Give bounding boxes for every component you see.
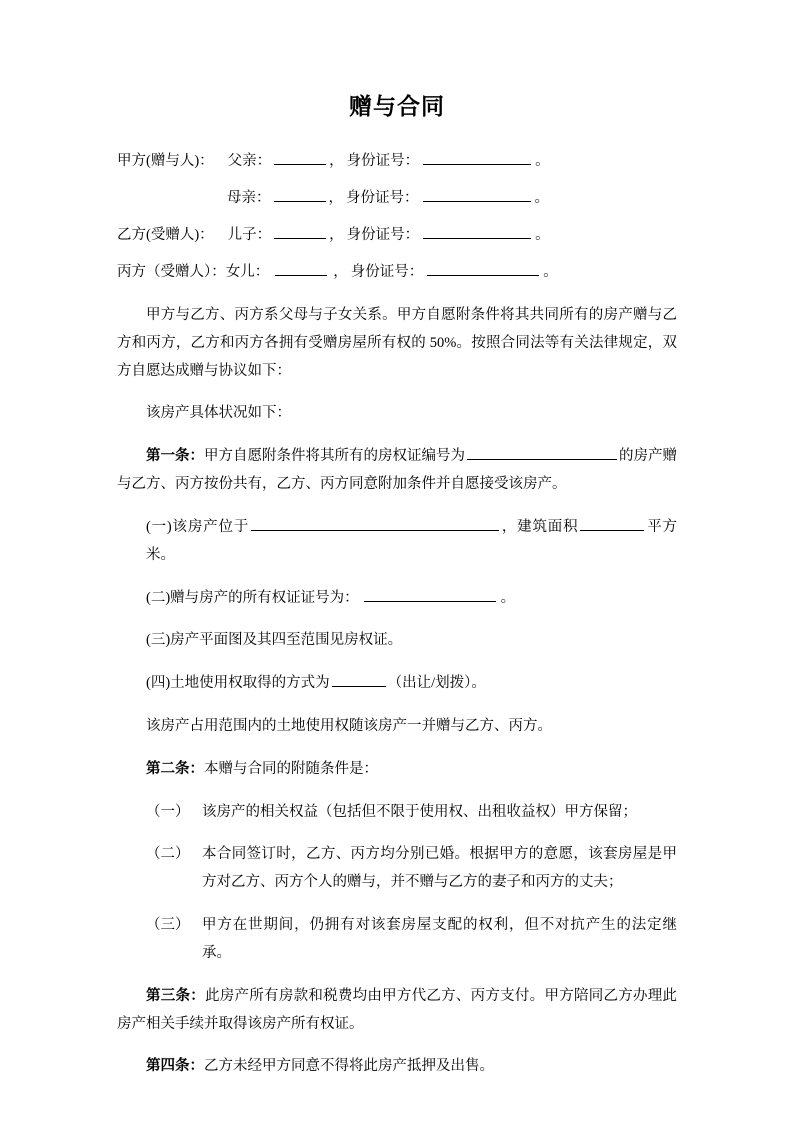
daughter-id-label: 身份证号： <box>350 264 424 281</box>
article-2-paragraph <box>117 756 677 784</box>
party-row <box>117 261 677 280</box>
article-1-item-3: (三)房产平面图及其四至范围见房权证。 <box>146 632 403 649</box>
item-2-text-after: 。 <box>500 589 516 606</box>
son-id-label: 身份证号： <box>346 227 420 244</box>
party-separator: ， <box>333 264 348 281</box>
document-body <box>117 302 677 1081</box>
father-name-blank[interactable] <box>274 150 326 166</box>
property-certificate-number-blank[interactable] <box>467 445 617 461</box>
article-1-closing: 该房产占用范围内的土地使用权随该房产一并赠与乙方、丙方。 <box>146 718 552 734</box>
article-3-text: 此房产所有房款和税费均由甲方代乙方、丙方支付。甲方陪同乙方办理此房产相关手续并取得该房产所有权证。 <box>117 987 677 1032</box>
article-2-item-text: 甲方在世期间，仍拥有对该套房屋支配的权利，但不对抗产生的法定继承。 <box>202 917 677 961</box>
item-1-text-after: 平方米。 <box>146 518 677 563</box>
party-role-father: 父亲： <box>227 153 272 170</box>
property-intro-paragraph: 该房产具体状况如下： <box>146 405 291 422</box>
article-3-heading: 第三条： <box>146 987 206 1004</box>
party-label-bingfang: 丙方（受赠人）： <box>117 264 226 281</box>
party-role-son: 儿子： <box>227 227 272 244</box>
article-2-item-marker: （二） <box>146 846 190 863</box>
party-terminator: 。 <box>535 227 550 244</box>
party-role-mother: 母亲： <box>227 190 271 207</box>
daughter-name-blank[interactable] <box>275 261 327 277</box>
father-id-blank[interactable] <box>423 150 531 166</box>
article-1-item-1 <box>117 514 677 570</box>
article-1-text-after: 的房产赠与乙方、丙方按份共有，乙方、丙方同意附加条件并自愿接受该房产。 <box>117 448 677 493</box>
item-1-text-middle: ，建筑面积 <box>501 518 579 535</box>
article-2-item <box>117 912 677 968</box>
article-4-paragraph <box>117 1053 677 1081</box>
article-1-paragraph <box>117 443 677 499</box>
land-use-right-method-blank[interactable] <box>332 672 386 688</box>
son-name-blank[interactable] <box>274 224 326 240</box>
party-separator: ， <box>328 190 343 207</box>
article-4-text: 乙方未经甲方同意不得将此房产抵押及出售。 <box>204 1058 494 1075</box>
article-2-item <box>117 841 677 897</box>
father-id-label: 身份证号： <box>346 153 420 170</box>
article-1-item-4 <box>117 670 677 698</box>
item-4-text-before: (四)土地使用权取得的方式为 <box>146 675 330 692</box>
party-row <box>117 150 677 169</box>
article-1-item-2 <box>117 585 677 613</box>
mother-id-label: 身份证号： <box>346 190 419 207</box>
party-separator: ， <box>329 227 344 244</box>
party-terminator: 。 <box>543 264 558 281</box>
article-2-item-text: 该房产的相关权益（包括但不限于使用权、出租收益权）甲方保留； <box>202 803 637 820</box>
mother-name-blank[interactable] <box>274 187 326 203</box>
item-1-text-before: (一)该房产位于 <box>146 518 250 535</box>
page-title: 赠与合同 <box>349 93 445 119</box>
preamble-paragraph: 甲方与乙方、丙方系父母与子女关系。甲方自愿附条件将其共同所有的房产赠与乙方和丙方，乙方和丙方各拥有受赠房屋所有权的 50%。按照合同法等有关法律规定，双方自愿达成赠与协议如下： <box>117 306 677 379</box>
party-row <box>117 187 677 206</box>
party-row <box>117 224 677 243</box>
article-2-item-text: 本合同签订时，乙方、丙方均分别已婚。根据甲方的意愿，该套房屋是甲方对乙方、丙方个人的赠与，并不赠与乙方的妻子和丙方的丈夫； <box>202 846 677 891</box>
son-id-blank[interactable] <box>423 224 531 240</box>
item-4-text-after: （出让/划拨）。 <box>387 675 486 692</box>
article-2-text: 本赠与合同的附随条件是： <box>204 760 378 777</box>
ownership-certificate-number-blank[interactable] <box>364 586 496 602</box>
article-2-item-marker: （三） <box>146 917 190 934</box>
party-separator: ， <box>329 153 344 170</box>
article-1-heading: 第一条： <box>146 448 204 465</box>
party-terminator: 。 <box>535 153 550 170</box>
party-label-jiafang: 甲方(赠与人)： <box>117 153 214 170</box>
property-address-blank[interactable] <box>251 515 499 531</box>
party-role-daughter: 女儿： <box>225 264 270 281</box>
article-1-text-before: 甲方自愿附条件将其所有的房权证编号为 <box>204 448 465 465</box>
parties-block <box>117 150 677 280</box>
party-terminator: 。 <box>534 190 549 207</box>
article-3-paragraph <box>117 983 677 1039</box>
mother-id-blank[interactable] <box>423 187 531 203</box>
party-label-yifang: 乙方(受赠人)： <box>117 227 214 244</box>
article-4-heading: 第四条： <box>146 1058 204 1075</box>
daughter-id-blank[interactable] <box>427 261 539 277</box>
article-2-item-marker: （一） <box>146 803 190 820</box>
article-2-heading: 第二条： <box>146 760 204 777</box>
item-2-text-before: (二)赠与房产的所有权证证号为： <box>146 589 359 606</box>
property-area-blank[interactable] <box>580 515 644 531</box>
article-2-item <box>117 799 677 827</box>
